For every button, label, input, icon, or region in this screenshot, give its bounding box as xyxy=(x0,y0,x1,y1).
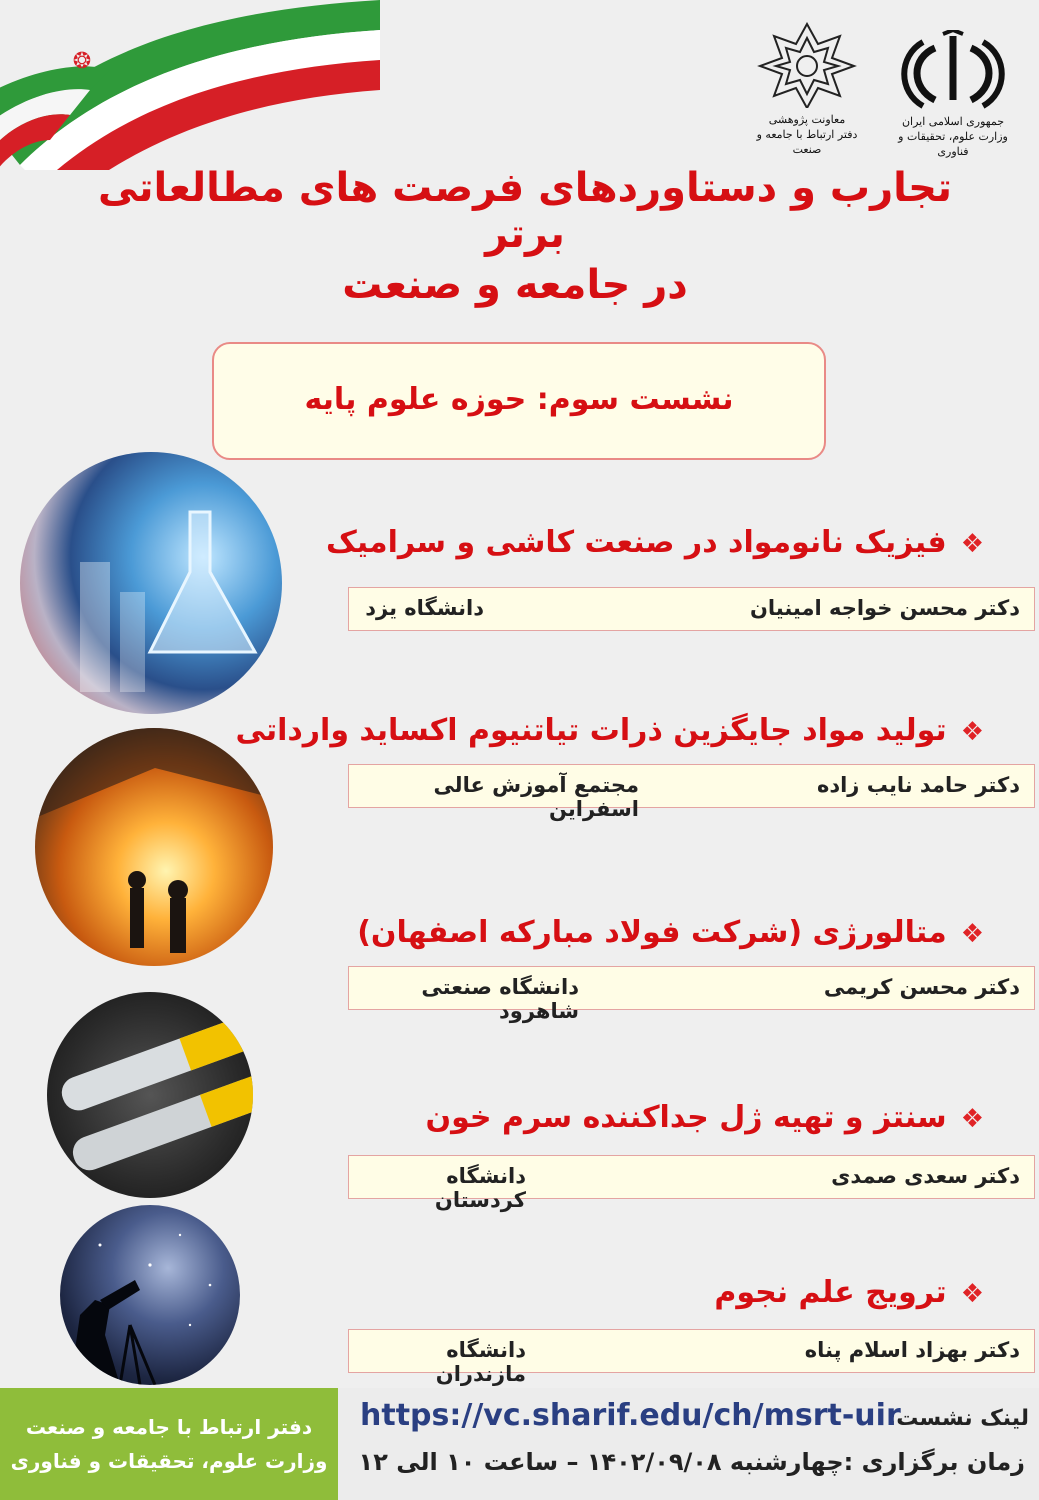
talk-1-speaker: دکتر محسن خواجه امینیان xyxy=(749,596,1020,620)
talk-4-speaker: دکتر سعدی صمدی xyxy=(831,1164,1020,1188)
talk-3-topic-text: متالورژی (شرکت فولاد مبارکه اصفهان) xyxy=(357,915,947,950)
iran-emblem-icon xyxy=(893,30,1013,110)
ministry-logo-line1: جمهوری اسلامی ایران xyxy=(901,115,1005,128)
session-link[interactable]: https://vc.sharif.edu/ch/msrt-uir xyxy=(360,1398,901,1433)
talk-5-topic-text: ترویج علم نجوم xyxy=(714,1275,947,1310)
talk-5-speaker-bar xyxy=(348,1329,1035,1386)
session-link-label: لینک نشست: xyxy=(887,1406,1029,1431)
talk-1-speaker-bar xyxy=(348,587,1035,631)
talk-1-topic xyxy=(326,525,984,560)
footer-org-line2: وزارت علوم، تحقیقات و فناوری xyxy=(10,1449,328,1473)
talk-1-university: دانشگاه یزد xyxy=(365,596,484,620)
session-time: زمان برگزاری :چهارشنبه ۱۴۰۲/۰۹/۰۸ – ساعت ۱۰ الی ۱۲ xyxy=(358,1448,1025,1476)
ornamental-star-icon xyxy=(752,22,862,108)
ministry-logo-line2: وزارت علوم، تحقیقات و فناوری xyxy=(898,130,1008,158)
talk-3-topic xyxy=(357,915,984,950)
night-sky-image xyxy=(60,1205,240,1385)
diamond-bullet-icon: ❖ xyxy=(960,1104,984,1134)
session-box xyxy=(212,342,826,460)
footer-info-panel xyxy=(338,1388,1039,1500)
ministry-logo xyxy=(893,30,1013,158)
talk-1-topic-text: فیزیک نانومواد در صنعت کاشی و سرامیک xyxy=(326,525,947,560)
talk-2-speaker: دکتر حامد نایب زاده xyxy=(816,773,1020,797)
talk-2-university: مجتمع آموزش عالی اسفراین xyxy=(433,773,639,821)
research-office-logo xyxy=(752,22,862,156)
talk-3-university: دانشگاه صنعتی شاهرود xyxy=(421,975,579,1023)
chemistry-lab-image xyxy=(20,452,282,714)
diamond-bullet-icon: ❖ xyxy=(960,1279,984,1309)
talk-3-speaker-bar xyxy=(348,966,1035,1023)
main-title-line2: در جامعه و صنعت xyxy=(342,262,688,308)
diamond-bullet-icon: ❖ xyxy=(960,529,984,559)
footer-org-line1: دفتر ارتباط با جامعه و صنعت xyxy=(25,1415,313,1439)
iran-flag-ribbon xyxy=(0,0,380,170)
talk-2-topic-text: تولید مواد جایگزین ذرات تیاتنیوم اکساید وارداتی xyxy=(235,713,947,748)
talk-4-topic-text: سنتز و تهیه ژل جداکننده سرم خون xyxy=(425,1100,947,1135)
main-title-line1: تجارب و دستاوردهای فرصت های مطالعاتی برتر xyxy=(98,165,952,257)
test-tubes-image xyxy=(47,992,253,1198)
svg-text:❂: ❂ xyxy=(72,49,92,74)
talk-4-speaker-bar xyxy=(348,1155,1035,1212)
research-logo-line1: معاونت پژوهشی xyxy=(768,113,846,126)
session-label: نشست سوم: حوزه علوم پایه xyxy=(304,382,734,417)
research-logo-line2: دفتر ارتباط با جامعه و صنعت xyxy=(756,128,858,156)
talk-2-speaker-bar xyxy=(348,764,1035,821)
talk-2-topic xyxy=(235,713,984,748)
talk-4-university: دانشگاه کردستان xyxy=(434,1164,526,1212)
steel-furnace-image xyxy=(35,728,273,966)
talk-5-speaker: دکتر بهزاد اسلام پناه xyxy=(804,1338,1020,1362)
talk-3-speaker: دکتر محسن کریمی xyxy=(823,975,1020,999)
diamond-bullet-icon: ❖ xyxy=(960,919,984,949)
talk-5-topic xyxy=(714,1275,984,1310)
diamond-bullet-icon: ❖ xyxy=(960,717,984,747)
footer-organizer-panel xyxy=(0,1388,338,1500)
talk-4-topic xyxy=(426,1100,985,1135)
talk-5-university: دانشگاه مازندران xyxy=(435,1338,526,1386)
